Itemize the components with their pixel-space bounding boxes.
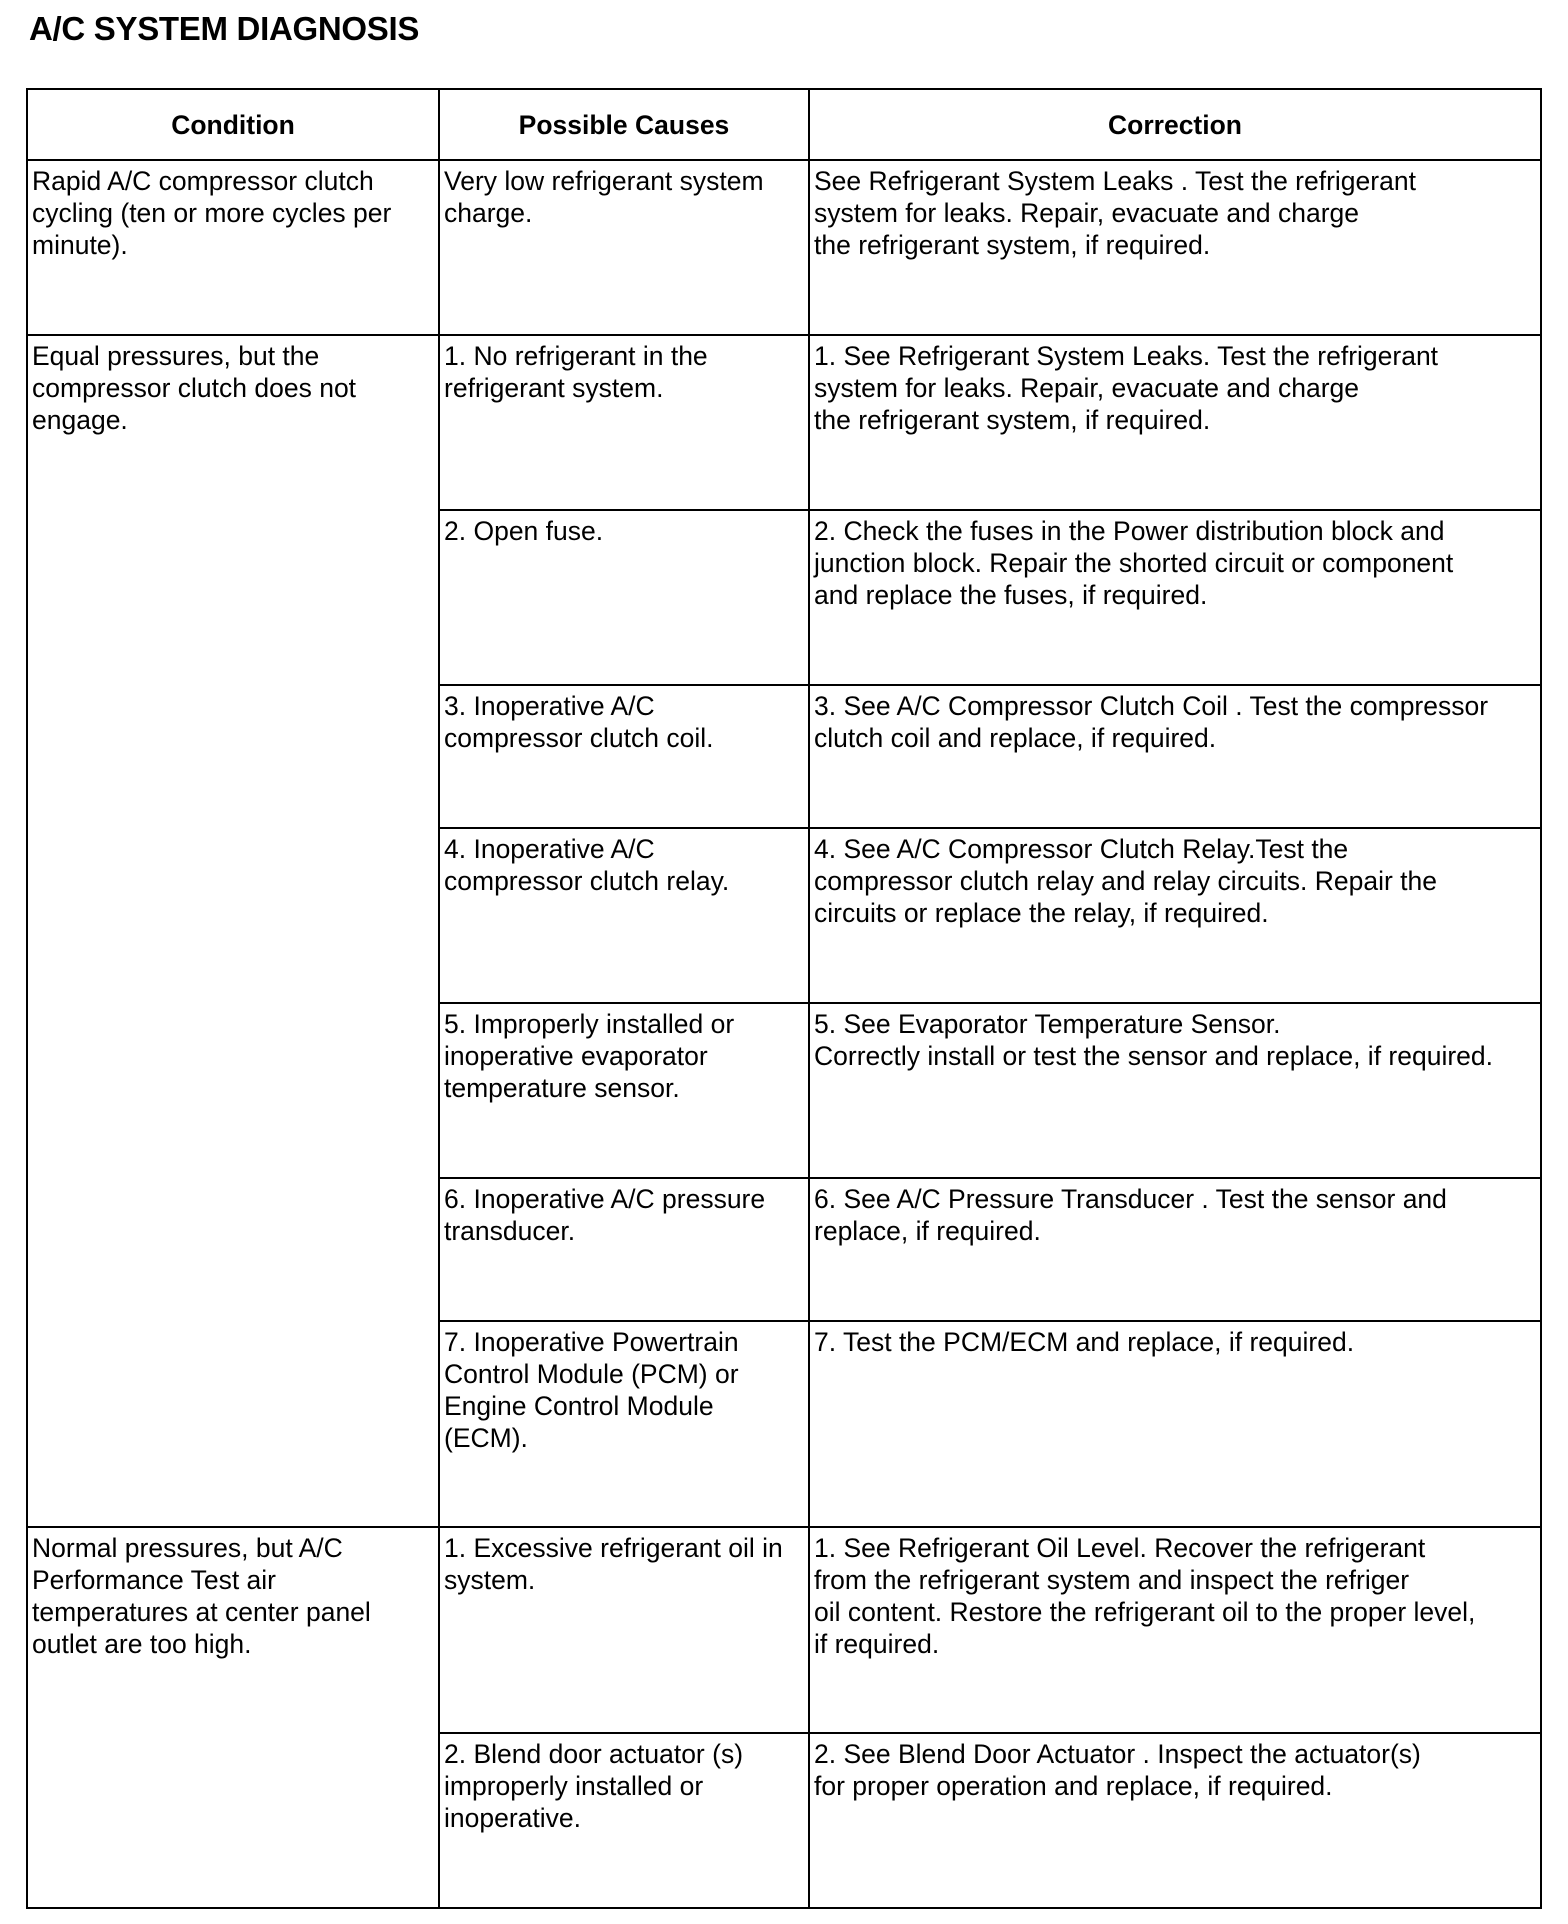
condition-cell: Rapid A/C compressor clutch cycling (ten or more cycles per minute). <box>27 160 439 335</box>
cause-cell: 3. Inoperative A/C compressor clutch coil. <box>439 685 809 828</box>
table-row <box>27 335 1541 510</box>
cause-cell: 5. Improperly installed or inoperative evaporator temperature sensor. <box>439 1003 809 1178</box>
diagnosis-table <box>26 88 1542 1909</box>
table-row <box>27 1527 1541 1733</box>
table-row <box>27 160 1541 335</box>
header-row <box>27 89 1541 160</box>
header-condition: Condition <box>27 89 439 160</box>
correction-cell: 3. See A/C Compressor Clutch Coil . Test the compressor clutch coil and replace, if required. <box>809 685 1541 828</box>
correction-cell: See Refrigerant System Leaks . Test the refrigerant system for leaks. Repair, evacuate and charge the refrigerant system, if required. <box>809 160 1541 335</box>
correction-cell: 7. Test the PCM/ECM and replace, if required. <box>809 1321 1541 1527</box>
correction-cell: 2. Check the fuses in the Power distribution block and junction block. Repair the shorted circuit or component and replace the fuses, if required. <box>809 510 1541 685</box>
cause-cell: 2. Open fuse. <box>439 510 809 685</box>
cause-cell: 1. Excessive refrigerant oil in system. <box>439 1527 809 1733</box>
cause-cell: 2. Blend door actuator (s) improperly installed or inoperative. <box>439 1733 809 1908</box>
page-title: A/C SYSTEM DIAGNOSIS <box>29 10 420 47</box>
correction-cell: 1. See Refrigerant Oil Level. Recover the refrigerant from the refrigerant system and inspect the refriger oil content. Restore the refrigerant oil to the proper level, if required. <box>809 1527 1541 1733</box>
correction-cell: 6. See A/C Pressure Transducer . Test the sensor and replace, if required. <box>809 1178 1541 1321</box>
correction-cell: 2. See Blend Door Actuator . Inspect the actuator(s) for proper operation and replace, if required. <box>809 1733 1541 1908</box>
correction-cell: 1. See Refrigerant System Leaks. Test the refrigerant system for leaks. Repair, evacuate and charge the refrigerant system, if required. <box>809 335 1541 510</box>
cause-cell: 6. Inoperative A/C pressure transducer. <box>439 1178 809 1321</box>
header-causes: Possible Causes <box>439 89 809 160</box>
header-correction: Correction <box>809 89 1541 160</box>
cause-cell: 4. Inoperative A/C compressor clutch relay. <box>439 828 809 1003</box>
cause-cell: 7. Inoperative Powertrain Control Module (PCM) or Engine Control Module (ECM). <box>439 1321 809 1527</box>
cause-cell: Very low refrigerant system charge. <box>439 160 809 335</box>
cause-cell: 1. No refrigerant in the refrigerant system. <box>439 335 809 510</box>
correction-cell: 4. See A/C Compressor Clutch Relay.Test the compressor clutch relay and relay circuits. Repair the circuits or replace the relay, if required. <box>809 828 1541 1003</box>
condition-cell: Normal pressures, but A/C Performance Test air temperatures at center panel outlet are too high. <box>27 1527 439 1908</box>
correction-cell: 5. See Evaporator Temperature Sensor. Correctly install or test the sensor and replace, if required. <box>809 1003 1541 1178</box>
condition-cell: Equal pressures, but the compressor clutch does not engage. <box>27 335 439 1527</box>
